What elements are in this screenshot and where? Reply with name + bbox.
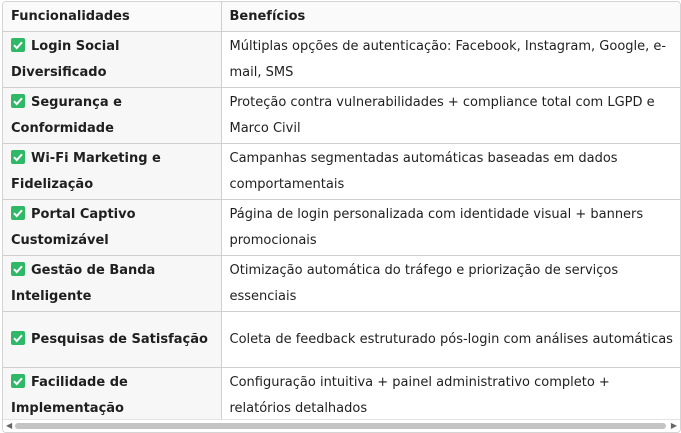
feature-label: Wi-Fi Marketing e Fidelização (11, 150, 161, 192)
check-mark-icon (11, 150, 25, 164)
table-row (3, 88, 680, 144)
feature-label: Pesquisas de Satisfação (31, 331, 208, 347)
feature-cell (3, 144, 221, 200)
feature-table-container (2, 1, 681, 433)
table-row (3, 368, 680, 424)
check-mark-icon (11, 331, 25, 345)
feature-cell (3, 88, 221, 144)
header-beneficios: Benefícios (221, 2, 680, 32)
table-row (3, 32, 680, 88)
check-mark-icon (11, 206, 25, 220)
benefit-cell: Campanhas segmentadas automáticas baseadas em dados comportamentais (221, 144, 680, 200)
check-mark-icon (11, 374, 25, 388)
check-mark-icon (11, 262, 25, 276)
feature-cell (3, 368, 221, 424)
table-row (3, 256, 680, 312)
horizontal-scrollbar[interactable] (3, 419, 680, 432)
feature-cell (3, 200, 221, 256)
table-row (3, 144, 680, 200)
feature-cell (3, 32, 221, 88)
benefit-cell: Página de login personalizada com identidade visual + banners promocionais (221, 200, 680, 256)
arrow-right-icon[interactable]: ▶ (670, 421, 677, 430)
feature-benefit-table (3, 2, 680, 424)
arrow-left-icon[interactable]: ◀ (6, 421, 13, 430)
feature-cell (3, 256, 221, 312)
feature-label: Gestão de Banda Inteligente (11, 262, 156, 304)
table-header-row (3, 2, 680, 32)
check-mark-icon (11, 38, 25, 52)
benefit-cell: Configuração intuitiva + painel administrativo completo + relatórios detalhados (221, 368, 680, 424)
feature-cell (3, 312, 221, 368)
feature-label: Segurança e Conformidade (11, 94, 122, 136)
feature-label: Portal Captivo Customizável (11, 206, 136, 248)
benefit-cell: Múltiplas opções de autenticação: Facebook, Instagram, Google, e-mail, SMS (221, 32, 680, 88)
check-mark-icon (11, 94, 25, 108)
benefit-cell: Proteção contra vulnerabilidades + compliance total com LGPD e Marco Civil (221, 88, 680, 144)
scrollbar-thumb[interactable] (15, 423, 666, 429)
table-row (3, 312, 680, 368)
feature-label: Login Social Diversificado (11, 38, 120, 80)
feature-label: Facilidade de Implementação (11, 374, 128, 416)
table-row (3, 200, 680, 256)
benefit-cell: Coleta de feedback estruturado pós-login com análises automáticas (221, 312, 680, 368)
header-funcionalidades: Funcionalidades (3, 2, 221, 32)
benefit-cell: Otimização automática do tráfego e priorização de serviços essenciais (221, 256, 680, 312)
